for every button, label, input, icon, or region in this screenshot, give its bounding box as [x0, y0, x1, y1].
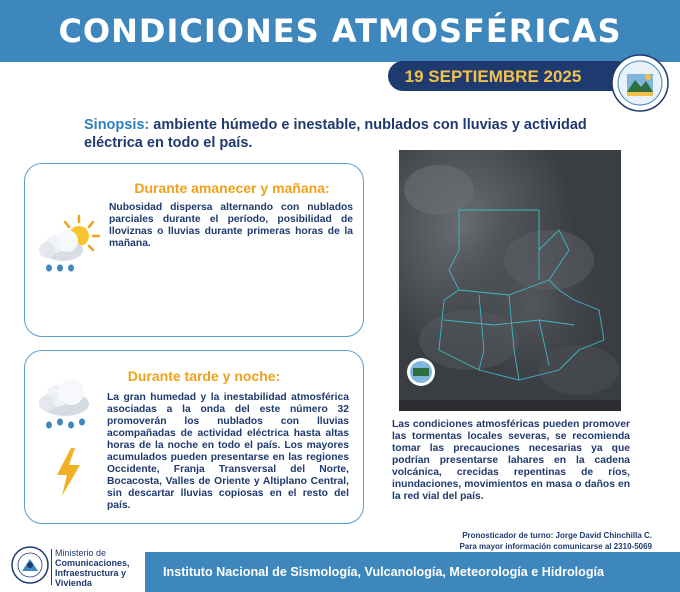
sun-cloud-rain-icon — [33, 212, 103, 282]
footer-bar — [145, 552, 680, 592]
date-badge — [388, 61, 620, 91]
ministry-line2: Comunicaciones, — [55, 558, 130, 568]
header-banner — [0, 0, 680, 62]
forecaster-name: Pronosticador de turno: Jorge David Chinchilla C. — [462, 531, 652, 540]
evening-text: La gran humedad y la inestabilidad atmosférica asociadas a la onda del este número 32 promoverán los nublados con lluvias acompañadas de actividad eléctrica hasta altas horas de la noche en todo el país. Los mayores acumulados pueden presentarse en las regiones Occidente, Franja Transversal del Norte, Bocacosta, Valles de Oriente y Altiplano Central, sin descartar lluvias copiosas en el resto del país. — [107, 392, 349, 511]
satellite-caption: Las condiciones atmosféricas pueden promover las tormentas locales severas, se recomienda tomar las precauciones necesarias ya que podrían presentarse lahares en la cadena volcánica, crecidas repentinas de ríos, inundaciones, movimientos en masa o daños en la red vial del país. — [392, 419, 630, 502]
ministry-name — [55, 548, 130, 588]
ministry-divider — [51, 549, 52, 585]
synopsis-keyword: Sinopsis: — [84, 117, 150, 133]
ministry-line1: Ministerio de — [55, 548, 107, 558]
morning-title: Durante amanecer y mañana: — [134, 180, 330, 196]
guatemala-coat-of-arms-icon — [10, 545, 50, 585]
page-title: CONDICIONES ATMOSFÉRICAS — [58, 12, 622, 50]
date-text: 19 SEPTIEMBRE 2025 — [404, 67, 582, 86]
insivumeh-logo — [611, 54, 669, 112]
evening-title: Durante tarde y noche: — [127, 368, 281, 384]
satellite-image — [399, 150, 621, 411]
ministry-line3: Infraestructura y — [55, 568, 127, 578]
cloud-rain-icon — [35, 376, 97, 438]
synopsis — [84, 116, 604, 152]
morning-card — [24, 163, 364, 337]
lightning-icon — [53, 447, 83, 497]
morning-text: Nubosidad dispersa alternando con nublados parciales durante el período, posibilidad de lloviznas o lluvias durante primeras horas de la mañana. — [109, 202, 353, 249]
synopsis-text: ambiente húmedo e inestable, nublados con lluvias y actividad eléctrica en todo el país. — [84, 117, 587, 151]
institution-name: Instituto Nacional de Sismología, Vulcanología, Meteorología e Hidrología — [163, 565, 605, 579]
evening-card — [24, 350, 364, 524]
forecaster-info — [380, 530, 652, 552]
contact-phone: Para mayor información comunicarse al 2310-5069 — [459, 542, 652, 551]
ministry-line4: Vivienda — [55, 578, 92, 588]
